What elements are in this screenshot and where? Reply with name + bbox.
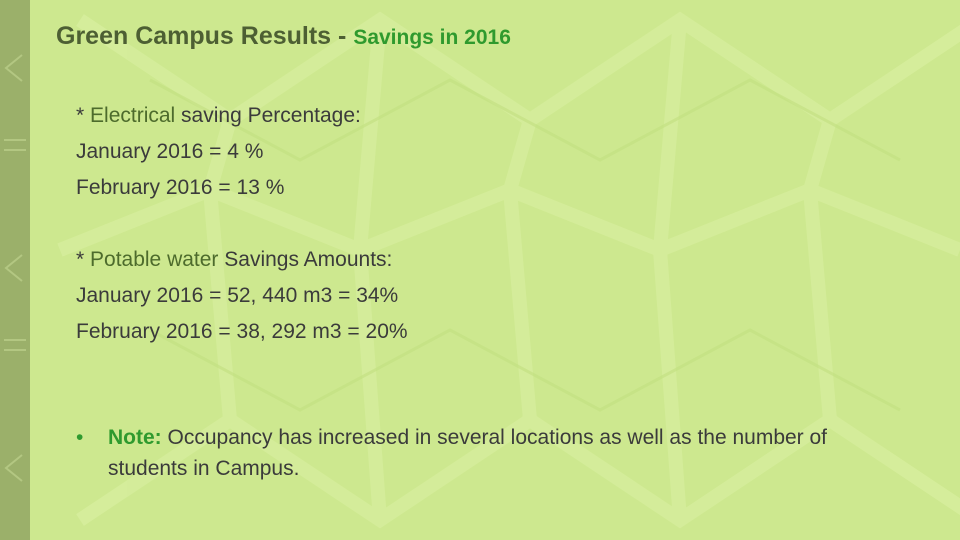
water-prefix: * — [76, 248, 91, 271]
title-text: Green Campus Results - — [56, 22, 354, 50]
note-text — [108, 422, 876, 484]
electrical-january: January 2016 = 4 % — [76, 140, 264, 163]
water-heading-rest: Savings Amounts: — [218, 248, 393, 271]
electrical-highlight: Electrical — [90, 104, 176, 127]
water-january: January 2016 = 52, 440 m3 = 34% — [76, 284, 399, 307]
left-accent-strip — [0, 0, 30, 540]
note-body: Occupancy has increased in several locations as well as the number of students in Campus. — [108, 426, 828, 480]
note-item — [76, 422, 876, 484]
electrical-february: February 2016 = 13 % — [76, 176, 285, 199]
slide-title — [56, 22, 511, 51]
bullet-icon: • — [76, 426, 84, 449]
savings-content — [76, 98, 936, 350]
water-february: February 2016 = 38, 292 m3 = 20% — [76, 320, 408, 343]
electrical-section — [76, 98, 936, 206]
strip-pattern — [0, 0, 30, 540]
electrical-heading — [76, 98, 936, 134]
water-section — [76, 242, 936, 350]
title-subtitle: Savings in 2016 — [353, 26, 511, 49]
note-label: Note: — [108, 426, 162, 449]
water-heading — [76, 242, 936, 278]
electrical-prefix: * — [76, 104, 91, 127]
electrical-heading-rest: saving Percentage: — [175, 104, 361, 127]
water-highlight: Potable water — [90, 248, 219, 271]
